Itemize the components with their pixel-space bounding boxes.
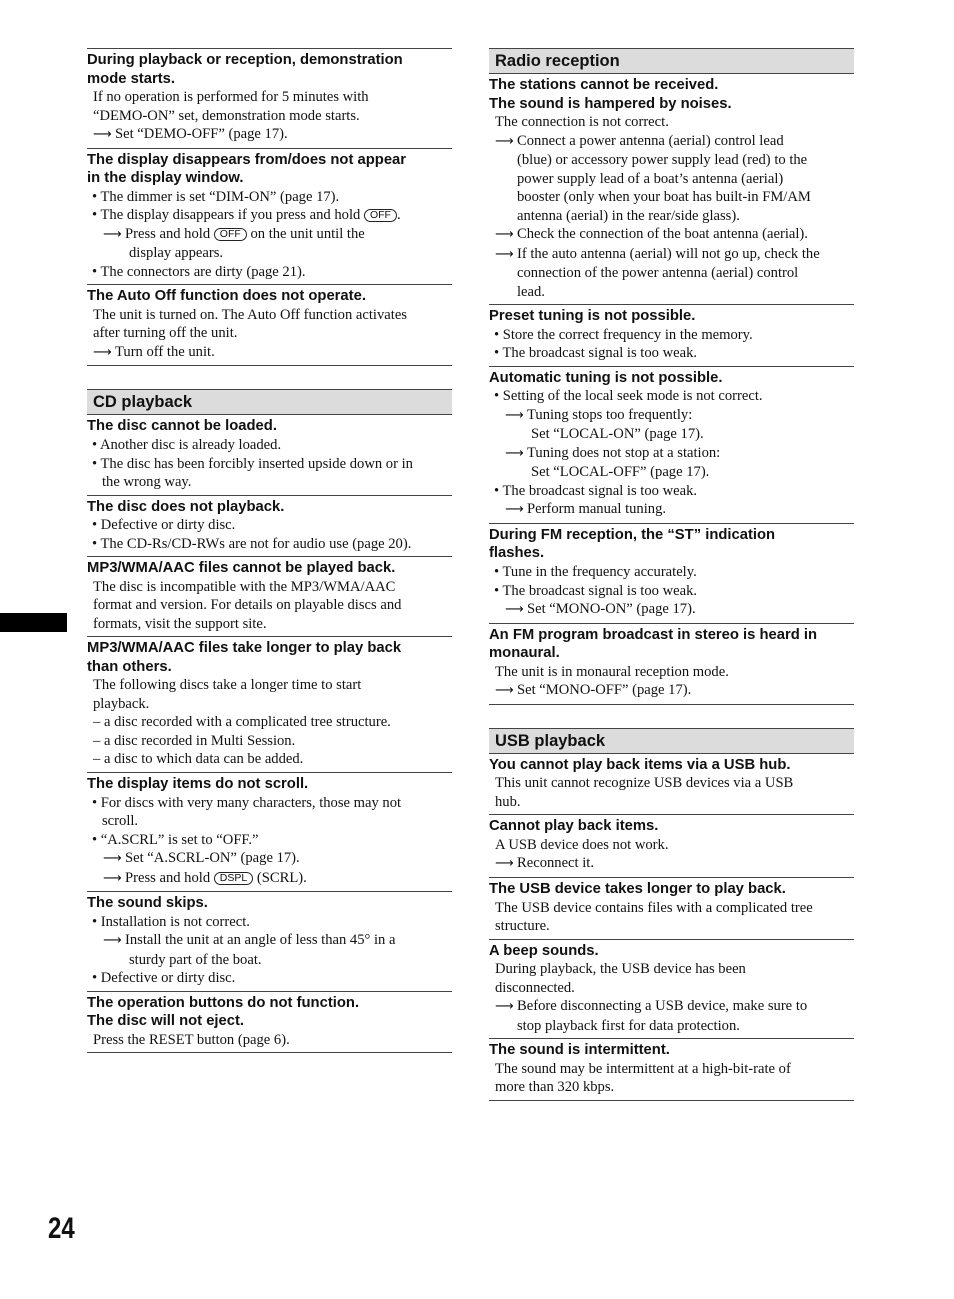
issue-stations-not-received (489, 74, 854, 304)
right-column (489, 48, 854, 1101)
issue-heading: The disc does not playback. (87, 498, 285, 515)
remedy-line: ⟶ Set “MONO-OFF” (page 17). (489, 681, 854, 701)
body-text: disconnected. (495, 979, 575, 996)
issue-demo-mode (87, 48, 452, 148)
body-text: During playback, the USB device has been (495, 961, 746, 978)
issue-auto-off (87, 284, 452, 366)
remedy-line: ⟶ Set “MONO-ON” (page 17). (489, 600, 854, 620)
issue-heading: The sound skips. (87, 895, 208, 912)
remedy-line: ⟶ Reconnect it. (489, 854, 854, 874)
remedy-continuation: Set “LOCAL-ON” (page 17). (531, 426, 704, 443)
issue-sound-intermittent (489, 1038, 854, 1101)
body-text: “DEMO-ON” set, demonstration mode starts. (93, 107, 360, 124)
remedy-continuation: power supply lead of a boat’s antenna (aerial) (517, 170, 784, 187)
remedy-line: ⟶ Tuning does not stop at a station: (489, 444, 854, 464)
issue-heading: An FM program broadcast in stereo is heard in monaural. (489, 626, 818, 662)
body-text: formats, visit the support site. (93, 615, 267, 632)
arrow-icon: ⟶ (93, 127, 112, 143)
issue-heading: The Auto Off function does not operate. (87, 288, 366, 305)
bullet-item: • The connectors are dirty (page 21). (92, 263, 306, 280)
issue-auto-tuning (489, 366, 854, 523)
remedy-continuation: stop playback first for data protection. (517, 1017, 740, 1034)
remedy-continuation: antenna (aerial) in the rear/side glass). (517, 207, 740, 224)
issue-heading: The operation buttons do not function. The disc will not eject. (87, 994, 360, 1030)
issue-fm-monaural (489, 623, 854, 705)
bullet-item: • The broadcast signal is too weak. (494, 345, 698, 362)
issue-heading: The USB device takes longer to play back. (489, 880, 786, 897)
remedy-continuation: Set “LOCAL-OFF” (page 17). (531, 464, 710, 481)
off-button-icon: OFF (214, 228, 247, 241)
remedy-line: ⟶ Before disconnecting a USB device, make sure to (489, 997, 854, 1017)
issue-heading: A beep sounds. (489, 942, 599, 959)
issue-buttons-no-function (87, 991, 452, 1054)
body-text: after turning off the unit. (93, 325, 238, 342)
issue-mp3-slow (87, 636, 452, 772)
body-text: If no operation is performed for 5 minutes with (93, 89, 369, 106)
body-text: more than 320 kbps. (495, 1079, 615, 1096)
arrow-icon: ⟶ (103, 226, 122, 242)
body-text: playback. (93, 695, 150, 712)
issue-heading: The disc cannot be loaded. (87, 418, 277, 435)
off-button-icon: OFF (364, 209, 397, 222)
arrow-icon: ⟶ (495, 227, 514, 243)
arrow-icon: ⟶ (103, 851, 122, 867)
remedy-line: ⟶ Press and hold DSPL (SCRL). (87, 869, 452, 889)
bullet-item: • Another disc is already loaded. (92, 437, 282, 454)
body-text: The unit is in monaural reception mode. (495, 663, 729, 680)
issue-disc-cannot-load (87, 415, 452, 494)
body-text: The connection is not correct. (495, 114, 669, 131)
remedy-continuation: (blue) or accessory power supply lead (red) to the (517, 152, 808, 169)
bullet-item: • “A.SCRL” is set to “OFF.” (92, 831, 259, 848)
remedy-line: ⟶ Set “A.SCRL-ON” (page 17). (87, 849, 452, 869)
remedy-continuation: display appears. (129, 245, 224, 262)
remedy-continuation: booster (only when your boat has built-in FM/AM (517, 189, 811, 206)
issue-heading: Preset tuning is not possible. (489, 308, 696, 325)
section-title-cd-playback: CD playback (87, 389, 452, 415)
remedy-line: ⟶ Tuning stops too frequently: (489, 406, 854, 426)
issue-sound-skips (87, 891, 452, 991)
body-text: format and version. For details on playable discs and (93, 597, 402, 614)
section-title-radio-reception: Radio reception (489, 48, 854, 74)
section-title-usb-playback: USB playback (489, 728, 854, 754)
remedy-line: ⟶ Set “DEMO-OFF” (page 17). (87, 125, 452, 145)
remedy-line: ⟶ Perform manual tuning. (489, 500, 854, 520)
body-text: A USB device does not work. (495, 836, 669, 853)
remedy-line: ⟶ Turn off the unit. (87, 343, 452, 363)
issue-usb-hub (489, 754, 854, 815)
issue-heading: The sound is intermittent. (489, 1042, 670, 1059)
remedy-line: ⟶ Check the connection of the boat antenna (aerial). (489, 225, 854, 245)
issue-mp3-cannot-play (87, 556, 452, 636)
issue-heading: Automatic tuning is not possible. (489, 369, 723, 386)
arrow-icon: ⟶ (495, 133, 514, 149)
issue-heading: Cannot play back items. (489, 818, 659, 835)
arrow-icon: ⟶ (505, 602, 524, 618)
bullet-item: • The display disappears if you press and hold OFF . (92, 207, 401, 224)
arrow-icon: ⟶ (495, 683, 514, 699)
bullet-item: • The CD-Rs/CD-RWs are not for audio use (page 20). (92, 535, 412, 552)
bullet-item: • Defective or dirty disc. (92, 970, 236, 987)
bullet-item: • The broadcast signal is too weak. (494, 482, 698, 499)
arrow-icon: ⟶ (495, 856, 514, 872)
issue-display-disappears (87, 148, 452, 285)
bullet-item: • The disc has been forcibly inserted upside down or in the wrong way. (92, 455, 413, 491)
dspl-button-icon: DSPL (214, 872, 253, 885)
issue-heading: MP3/WMA/AAC files take longer to play back than others. (87, 640, 402, 675)
arrow-icon: ⟶ (495, 246, 514, 262)
bullet-item: • Store the correct frequency in the memory. (494, 326, 753, 343)
issue-heading: The display disappears from/does not appear in the display window. (87, 151, 407, 187)
arrow-icon: ⟶ (505, 502, 524, 518)
body-text: hub. (495, 793, 521, 810)
arrow-icon: ⟶ (103, 933, 122, 949)
remedy-continuation: connection of the power antenna (aerial) control (517, 265, 799, 282)
arrow-icon: ⟶ (505, 407, 524, 423)
issue-heading: The display items do not scroll. (87, 775, 309, 792)
issue-heading: The stations cannot be received. The sound is hampered by noises. (489, 77, 732, 112)
bullet-item: • For discs with very many characters, those may not scroll. (92, 794, 402, 830)
issue-cannot-play-items (489, 814, 854, 877)
issue-st-flashes (489, 523, 854, 623)
body-text: The following discs take a longer time to start (93, 677, 362, 694)
remedy-line: ⟶ Press and hold OFF on the unit until the (87, 225, 452, 245)
bullet-item: • The dimmer is set “DIM-ON” (page 17). (92, 188, 340, 205)
arrow-icon: ⟶ (93, 344, 112, 360)
left-column (87, 48, 452, 1053)
body-text: The USB device contains files with a complicated tree (495, 899, 813, 916)
body-text: The disc is incompatible with the MP3/WMA/AAC (93, 578, 396, 595)
dash-item: – a disc recorded in Multi Session. (93, 732, 296, 749)
chapter-tab-marker (0, 613, 67, 632)
issue-usb-slow (489, 877, 854, 939)
remedy-continuation: lead. (517, 283, 545, 300)
remedy-line: ⟶ Connect a power antenna (aerial) control lead (489, 132, 854, 152)
bullet-item: • Setting of the local seek mode is not correct. (494, 388, 763, 405)
body-text: Press the RESET button (page 6). (93, 1031, 290, 1048)
body-text: The unit is turned on. The Auto Off function activates (93, 306, 407, 323)
page-number: 24 (48, 1212, 75, 1245)
remedy-line: ⟶ Install the unit at an angle of less than 45° in a (87, 931, 452, 951)
issue-no-scroll (87, 772, 452, 891)
issue-beep-sounds (489, 939, 854, 1039)
bullet-item: • The broadcast signal is too weak. (494, 582, 698, 599)
dash-item: – a disc to which data can be added. (93, 751, 304, 768)
remedy-line: ⟶ If the auto antenna (aerial) will not go up, check the (489, 245, 854, 265)
body-text: The sound may be intermittent at a high-bit-rate of (495, 1060, 791, 1077)
bullet-item: • Defective or dirty disc. (92, 517, 236, 534)
dash-item: – a disc recorded with a complicated tree structure. (93, 714, 391, 731)
arrow-icon: ⟶ (495, 999, 514, 1015)
bullet-item: • Installation is not correct. (92, 913, 250, 930)
issue-disc-no-playback (87, 495, 452, 557)
arrow-icon: ⟶ (103, 870, 122, 886)
remedy-continuation: sturdy part of the boat. (129, 951, 262, 968)
issue-heading: MP3/WMA/AAC files cannot be played back. (87, 560, 396, 577)
issue-heading: You cannot play back items via a USB hub. (489, 756, 791, 773)
body-text: structure. (495, 918, 550, 935)
body-text: This unit cannot recognize USB devices via a USB (495, 775, 794, 792)
bullet-item: • Tune in the frequency accurately. (494, 564, 697, 581)
issue-heading: During FM reception, the “ST” indication flashes. (489, 526, 776, 562)
arrow-icon: ⟶ (505, 445, 524, 461)
issue-heading: During playback or reception, demonstration mode starts. (87, 52, 403, 87)
issue-preset-tuning (489, 304, 854, 366)
